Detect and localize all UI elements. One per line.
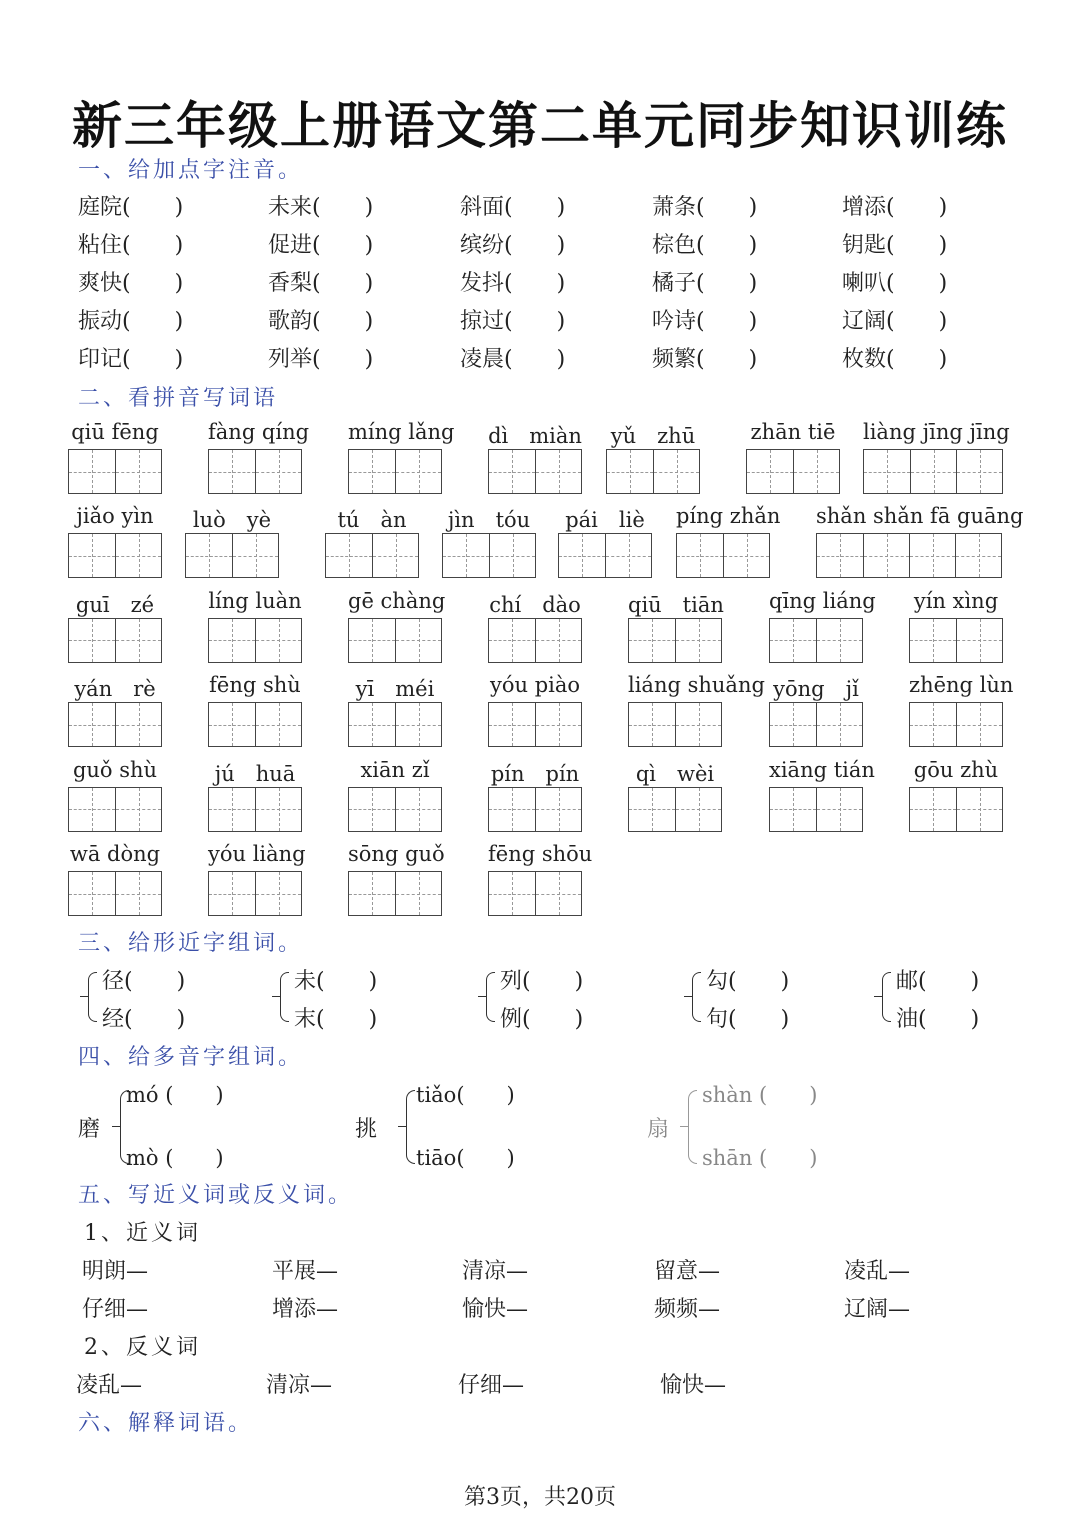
grid-cell[interactable] bbox=[115, 788, 161, 831]
grid-cell[interactable] bbox=[115, 450, 161, 493]
pinyin-annotation-item: 萧条( ) bbox=[652, 195, 758, 220]
pinyin-label: yín xìng bbox=[913, 588, 999, 613]
character-grid bbox=[208, 871, 302, 916]
grid-cell[interactable] bbox=[232, 534, 278, 577]
grid-cell[interactable] bbox=[910, 788, 956, 831]
grid-cell[interactable] bbox=[255, 872, 301, 915]
pinyin-label: wā dòng bbox=[69, 842, 161, 866]
character-grid bbox=[628, 787, 722, 832]
page-footer: 第3页，共20页 bbox=[464, 1485, 616, 1510]
grid-cell[interactable] bbox=[209, 703, 255, 746]
grid-cell[interactable] bbox=[675, 619, 721, 662]
similar-char-top: 勾( ) bbox=[706, 969, 790, 994]
brace-tip bbox=[80, 996, 88, 997]
grid-cell[interactable] bbox=[629, 703, 675, 746]
grid-cell[interactable] bbox=[395, 788, 441, 831]
grid-cell[interactable] bbox=[209, 619, 255, 662]
brace-tip bbox=[478, 996, 486, 997]
antonyms-subheading: 2、反义词 bbox=[84, 1335, 201, 1360]
antonym-item: 愉快— bbox=[660, 1373, 727, 1398]
character-grid bbox=[348, 449, 442, 494]
pinyin-label: guī zé bbox=[75, 592, 155, 617]
pinyin-annotation-item: 喇叭( ) bbox=[842, 271, 948, 296]
pinyin-label: zhēng lùn bbox=[909, 673, 1014, 698]
similar-char-top: 径( ) bbox=[102, 969, 186, 994]
pinyin-label: guǒ shù bbox=[72, 757, 158, 782]
character-grid bbox=[628, 618, 722, 663]
grid-cell[interactable] bbox=[209, 872, 255, 915]
pinyin-annotation-item: 振动( ) bbox=[78, 309, 184, 334]
pinyin-label: luò yè bbox=[192, 508, 272, 533]
pinyin-label: míng lǎng bbox=[348, 420, 455, 444]
polyphonic-char: 挑 bbox=[355, 1117, 378, 1142]
pinyin-label: qīng liáng bbox=[769, 588, 876, 613]
pinyin-label: qiū fēng bbox=[71, 420, 159, 444]
pinyin-label: yōng jǐ bbox=[773, 677, 859, 702]
pinyin-annotation-item: 枚数( ) bbox=[842, 347, 948, 372]
polyphonic-char: 扇 bbox=[647, 1117, 670, 1142]
character-grid bbox=[488, 618, 582, 663]
grid-cell[interactable] bbox=[395, 872, 441, 915]
grid-cell[interactable] bbox=[349, 872, 395, 915]
section-1-heading: 一、给加点字注音。 bbox=[78, 158, 304, 183]
brace-mark bbox=[280, 972, 289, 1022]
grid-cell[interactable] bbox=[956, 619, 1002, 662]
grid-cell[interactable] bbox=[69, 788, 115, 831]
grid-cell[interactable] bbox=[770, 619, 816, 662]
pinyin-annotation-item: 香梨( ) bbox=[268, 271, 374, 296]
grid-cell[interactable] bbox=[489, 619, 535, 662]
character-grid bbox=[769, 787, 863, 832]
grid-cell[interactable] bbox=[349, 788, 395, 831]
grid-cell[interactable] bbox=[186, 534, 232, 577]
grid-cell[interactable] bbox=[675, 703, 721, 746]
section-2-heading: 二、看拼音写词语 bbox=[78, 386, 279, 411]
brace-mark bbox=[692, 972, 701, 1022]
grid-cell[interactable] bbox=[723, 534, 769, 577]
character-grid bbox=[348, 871, 442, 916]
grid-cell[interactable] bbox=[535, 788, 581, 831]
polyphonic-char: 磨 bbox=[78, 1117, 101, 1142]
grid-cell[interactable] bbox=[607, 450, 653, 493]
synonym-item: 增添— bbox=[272, 1297, 339, 1322]
similar-char-top: 未( ) bbox=[294, 969, 378, 994]
page-title: 新三年级上册语文第二单元同步知识训练 bbox=[72, 97, 1008, 155]
synonym-item: 平展— bbox=[272, 1259, 339, 1284]
section-4-heading: 四、给多音字组词。 bbox=[78, 1045, 304, 1070]
pinyin-annotation-item: 爽快( ) bbox=[78, 271, 184, 296]
grid-cell[interactable] bbox=[675, 788, 721, 831]
grid-cell[interactable] bbox=[255, 788, 301, 831]
pinyin-label: zhān tiē bbox=[750, 420, 836, 444]
grid-cell[interactable] bbox=[489, 703, 535, 746]
pinyin-label: chí dào bbox=[489, 592, 581, 617]
reading-top: shàn ( ) bbox=[702, 1083, 818, 1107]
pinyin-label: xiāng tián bbox=[769, 757, 875, 782]
grid-cell[interactable] bbox=[535, 703, 581, 746]
character-grid bbox=[488, 871, 582, 916]
character-grid bbox=[769, 702, 863, 747]
grid-cell[interactable] bbox=[489, 872, 535, 915]
grid-cell[interactable] bbox=[489, 788, 535, 831]
character-grid bbox=[558, 533, 652, 578]
grid-cell[interactable] bbox=[115, 619, 161, 662]
brace-mark bbox=[486, 972, 495, 1022]
grid-cell[interactable] bbox=[115, 703, 161, 746]
pinyin-annotation-item: 未来( ) bbox=[268, 195, 374, 220]
character-grid bbox=[816, 533, 1002, 578]
pinyin-annotation-item: 频繁( ) bbox=[652, 347, 758, 372]
grid-cell[interactable] bbox=[629, 619, 675, 662]
pinyin-label: pín pín bbox=[490, 761, 580, 786]
character-grid bbox=[68, 871, 162, 916]
grid-cell[interactable] bbox=[209, 788, 255, 831]
synonyms-subheading: 1、近义词 bbox=[84, 1221, 201, 1246]
character-grid bbox=[348, 618, 442, 663]
pinyin-label: líng luàn bbox=[208, 588, 302, 613]
pinyin-annotation-item: 斜面( ) bbox=[460, 195, 566, 220]
brace-tip bbox=[112, 1126, 120, 1127]
character-grid bbox=[348, 702, 442, 747]
grid-cell[interactable] bbox=[910, 703, 956, 746]
grid-cell[interactable] bbox=[489, 450, 535, 493]
character-grid bbox=[909, 702, 1003, 747]
grid-cell[interactable] bbox=[535, 872, 581, 915]
grid-cell[interactable] bbox=[395, 619, 441, 662]
character-grid bbox=[909, 787, 1003, 832]
grid-cell[interactable] bbox=[559, 534, 605, 577]
pinyin-label: gē chàng bbox=[348, 588, 446, 613]
pinyin-label: dì miàn bbox=[488, 424, 582, 448]
grid-cell[interactable] bbox=[326, 534, 372, 577]
reading-top: mó ( ) bbox=[126, 1083, 224, 1107]
character-grid bbox=[746, 449, 840, 494]
grid-cell[interactable] bbox=[956, 703, 1002, 746]
section-6-heading: 六、解释词语。 bbox=[78, 1411, 254, 1436]
pinyin-label: yóu liàng bbox=[208, 842, 306, 866]
pinyin-annotation-item: 凌晨( ) bbox=[460, 347, 566, 372]
pinyin-annotation-item: 发抖( ) bbox=[460, 271, 566, 296]
section-5-heading: 五、写近义词或反义词。 bbox=[78, 1183, 354, 1208]
pinyin-annotation-item: 庭院( ) bbox=[78, 195, 184, 220]
character-grid bbox=[769, 618, 863, 663]
pinyin-label: yán rè bbox=[74, 677, 156, 702]
grid-cell[interactable] bbox=[793, 450, 839, 493]
similar-char-bottom: 经( ) bbox=[102, 1007, 186, 1032]
grid-cell[interactable] bbox=[255, 450, 301, 493]
similar-char-bottom: 末( ) bbox=[294, 1007, 378, 1032]
character-grid bbox=[208, 618, 302, 663]
pinyin-annotation-item: 吟诗( ) bbox=[652, 309, 758, 334]
grid-cell[interactable] bbox=[956, 788, 1002, 831]
synonym-item: 清凉— bbox=[462, 1259, 529, 1284]
synonym-item: 频频— bbox=[654, 1297, 721, 1322]
pinyin-label: jiǎo yìn bbox=[76, 504, 154, 529]
character-grid bbox=[442, 533, 536, 578]
brace-tip bbox=[874, 996, 882, 997]
grid-cell[interactable] bbox=[69, 534, 115, 577]
similar-char-bottom: 例( ) bbox=[500, 1007, 584, 1032]
grid-cell[interactable] bbox=[816, 619, 862, 662]
pinyin-annotation-item: 粘住( ) bbox=[78, 233, 184, 258]
pinyin-label: jìn tóu bbox=[447, 508, 531, 533]
character-grid bbox=[208, 449, 302, 494]
grid-cell[interactable] bbox=[677, 534, 723, 577]
pinyin-label: liáng shuǎng bbox=[628, 673, 765, 698]
synonym-item: 仔细— bbox=[82, 1297, 149, 1322]
pinyin-annotation-item: 印记( ) bbox=[78, 347, 184, 372]
character-grid bbox=[676, 533, 770, 578]
grid-cell[interactable] bbox=[629, 788, 675, 831]
pinyin-label: yī méi bbox=[355, 677, 435, 702]
antonym-item: 清凉— bbox=[266, 1373, 333, 1398]
grid-cell[interactable] bbox=[69, 703, 115, 746]
reading-bottom: shān ( ) bbox=[702, 1146, 818, 1170]
brace-mark bbox=[882, 972, 891, 1022]
character-grid bbox=[348, 787, 442, 832]
character-grid bbox=[909, 618, 1003, 663]
grid-cell[interactable] bbox=[395, 450, 441, 493]
grid-cell[interactable] bbox=[115, 534, 161, 577]
reading-bottom: tiāo( ) bbox=[416, 1146, 515, 1170]
synonym-item: 凌乱— bbox=[844, 1259, 911, 1284]
character-grid bbox=[488, 449, 582, 494]
character-grid bbox=[68, 702, 162, 747]
pinyin-label: pái liè bbox=[565, 508, 645, 533]
pinyin-annotation-item: 增添( ) bbox=[842, 195, 948, 220]
grid-cell[interactable] bbox=[535, 619, 581, 662]
grid-cell[interactable] bbox=[535, 450, 581, 493]
pinyin-label: liàng jīng jīng bbox=[863, 420, 1010, 444]
grid-cell[interactable] bbox=[770, 788, 816, 831]
pinyin-label: fàng qíng bbox=[208, 420, 310, 444]
grid-cell[interactable] bbox=[69, 450, 115, 493]
grid-cell[interactable] bbox=[209, 450, 255, 493]
antonym-item: 凌乱— bbox=[76, 1373, 143, 1398]
character-grid bbox=[68, 449, 162, 494]
character-grid bbox=[488, 787, 582, 832]
grid-cell[interactable] bbox=[910, 619, 956, 662]
grid-cell[interactable] bbox=[349, 619, 395, 662]
reading-bottom: mò ( ) bbox=[126, 1146, 224, 1170]
pinyin-label: shǎn shǎn fā guāng bbox=[816, 504, 1024, 529]
pinyin-annotation-item: 辽阔( ) bbox=[842, 309, 948, 334]
pinyin-annotation-item: 钥匙( ) bbox=[842, 233, 948, 258]
grid-cell[interactable] bbox=[605, 534, 651, 577]
grid-cell[interactable] bbox=[349, 703, 395, 746]
grid-cell[interactable] bbox=[255, 703, 301, 746]
pinyin-label: yóu piào bbox=[489, 673, 581, 698]
grid-cell[interactable] bbox=[816, 703, 862, 746]
brace-mark bbox=[688, 1090, 697, 1164]
pinyin-label: sōng guǒ bbox=[348, 842, 445, 866]
synonym-item: 辽阔— bbox=[844, 1297, 911, 1322]
grid-cell[interactable] bbox=[955, 534, 1001, 577]
grid-cell[interactable] bbox=[817, 534, 863, 577]
brace-tip bbox=[398, 1126, 406, 1127]
section-3-heading: 三、给形近字组词。 bbox=[78, 931, 304, 956]
pinyin-label: qiū tiān bbox=[628, 592, 724, 617]
grid-cell[interactable] bbox=[863, 534, 909, 577]
grid-cell[interactable] bbox=[747, 450, 793, 493]
pinyin-annotation-item: 掠过( ) bbox=[460, 309, 566, 334]
character-grid bbox=[325, 533, 419, 578]
character-grid bbox=[68, 533, 162, 578]
reading-top: tiǎo( ) bbox=[416, 1083, 515, 1107]
grid-cell[interactable] bbox=[864, 450, 910, 493]
character-grid bbox=[185, 533, 279, 578]
synonym-item: 愉快— bbox=[462, 1297, 529, 1322]
grid-cell[interactable] bbox=[909, 534, 955, 577]
brace-tip bbox=[272, 996, 280, 997]
pinyin-label: píng zhǎn bbox=[676, 504, 781, 529]
brace-mark bbox=[88, 972, 97, 1022]
character-grid bbox=[863, 449, 1003, 494]
grid-cell[interactable] bbox=[910, 450, 956, 493]
grid-cell[interactable] bbox=[115, 872, 161, 915]
pinyin-annotation-item: 促进( ) bbox=[268, 233, 374, 258]
pinyin-label: fēng shù bbox=[209, 673, 301, 698]
similar-char-top: 列( ) bbox=[500, 969, 584, 994]
character-grid bbox=[208, 702, 302, 747]
pinyin-label: xiān zǐ bbox=[360, 757, 430, 782]
pinyin-annotation-item: 列举( ) bbox=[268, 347, 374, 372]
grid-cell[interactable] bbox=[372, 534, 418, 577]
synonym-item: 明朗— bbox=[82, 1259, 149, 1284]
character-grid bbox=[68, 618, 162, 663]
pinyin-label: tú àn bbox=[337, 508, 407, 533]
similar-char-bottom: 句( ) bbox=[706, 1007, 790, 1032]
brace-tip bbox=[684, 996, 692, 997]
brace-mark bbox=[406, 1090, 415, 1164]
pinyin-label: fēng shōu bbox=[488, 842, 593, 866]
grid-cell[interactable] bbox=[489, 534, 535, 577]
character-grid bbox=[606, 449, 700, 494]
similar-char-top: 邮( ) bbox=[896, 969, 980, 994]
grid-cell[interactable] bbox=[349, 450, 395, 493]
grid-cell[interactable] bbox=[816, 788, 862, 831]
grid-cell[interactable] bbox=[653, 450, 699, 493]
character-grid bbox=[208, 787, 302, 832]
grid-cell[interactable] bbox=[956, 450, 1002, 493]
pinyin-annotation-item: 棕色( ) bbox=[652, 233, 758, 258]
pinyin-annotation-item: 缤纷( ) bbox=[460, 233, 566, 258]
pinyin-label: qì wèi bbox=[635, 761, 715, 786]
grid-cell[interactable] bbox=[69, 619, 115, 662]
character-grid bbox=[628, 702, 722, 747]
grid-cell[interactable] bbox=[395, 703, 441, 746]
similar-char-bottom: 油( ) bbox=[896, 1007, 980, 1032]
character-grid bbox=[488, 702, 582, 747]
brace-tip bbox=[680, 1126, 688, 1127]
grid-cell[interactable] bbox=[255, 619, 301, 662]
antonym-item: 仔细— bbox=[458, 1373, 525, 1398]
grid-cell[interactable] bbox=[443, 534, 489, 577]
synonym-item: 留意— bbox=[654, 1259, 721, 1284]
grid-cell[interactable] bbox=[69, 872, 115, 915]
pinyin-annotation-item: 歌韵( ) bbox=[268, 309, 374, 334]
character-grid bbox=[68, 787, 162, 832]
pinyin-label: yǔ zhū bbox=[610, 424, 696, 448]
grid-cell[interactable] bbox=[770, 703, 816, 746]
pinyin-annotation-item: 橘子( ) bbox=[652, 271, 758, 296]
pinyin-label: jú huā bbox=[214, 761, 296, 786]
pinyin-label: gōu zhù bbox=[913, 757, 999, 782]
